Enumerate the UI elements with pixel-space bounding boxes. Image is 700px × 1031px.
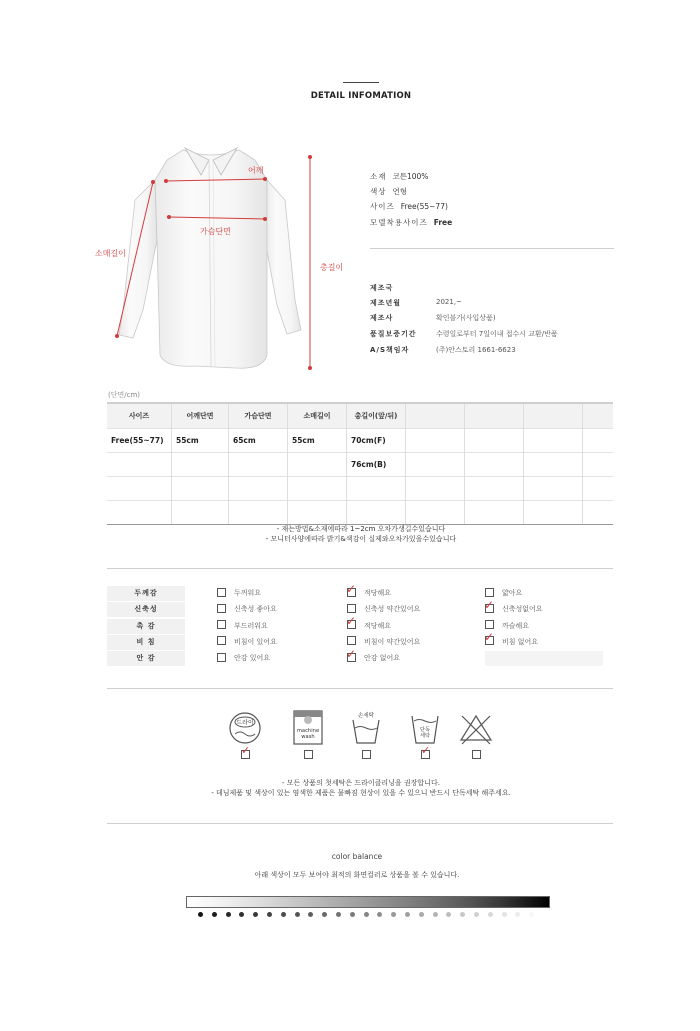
checkbox[interactable] — [217, 620, 226, 629]
checkbox[interactable] — [217, 604, 226, 613]
feature-option[interactable] — [217, 586, 341, 601]
size-table-cell — [524, 453, 583, 477]
feature-option[interactable] — [484, 597, 603, 617]
mfg-country-key: 제조국 — [370, 284, 394, 292]
size-table-row — [107, 453, 613, 477]
spec-divider — [370, 248, 614, 249]
size-header-cell — [524, 403, 583, 429]
feature-label: 안 감 — [107, 651, 185, 666]
wash-note-2: - 데님제품 및 색상이 있는 염색한 제품은 물빠짐 현상이 있을 수 있으니 반드시 단독세탁 해주세요. — [211, 789, 511, 797]
grayscale-dot — [446, 912, 451, 917]
wash-note-1: - 모든 상품의 첫세탁은 드라이클리닝을 권장합니다. — [282, 779, 440, 787]
feature-option[interactable] — [347, 602, 471, 617]
size-table-cell — [107, 477, 172, 501]
size-table — [107, 402, 613, 525]
check-mark-icon: ✓ — [346, 646, 357, 661]
mfg-date-value: 2021,~ — [436, 298, 462, 306]
size-table-cell — [229, 501, 288, 525]
feature-option[interactable] — [217, 602, 341, 617]
hand-wash-checkbox[interactable] — [362, 750, 371, 759]
feature-option[interactable] — [217, 619, 341, 634]
grayscale-dot — [239, 912, 244, 917]
mfg-date-key: 제조년월 — [370, 299, 402, 307]
checkbox[interactable] — [346, 614, 357, 629]
mfg-warranty-value: 수령일로부터 7일이내 접수시 교환/반품 — [436, 330, 558, 338]
grayscale-dots — [198, 912, 548, 917]
grayscale-dot — [281, 912, 286, 917]
size-header-cell — [583, 403, 614, 429]
size-table-header — [107, 403, 613, 429]
size-table-cell — [465, 453, 524, 477]
size-header-cell: 소매길이 — [288, 403, 347, 429]
feature-option[interactable] — [485, 619, 603, 634]
size-table-cell — [583, 429, 614, 453]
grayscale-dot — [212, 912, 217, 917]
grayscale-dot — [267, 912, 272, 917]
hand-wash-icon — [349, 708, 383, 746]
feature-row — [107, 614, 613, 635]
checkbox[interactable] — [346, 581, 357, 597]
svg-text:단독: 단독 — [419, 727, 431, 733]
feature-option[interactable] — [346, 581, 471, 601]
header-rule — [343, 82, 379, 83]
feature-option-label: 적당해요 — [364, 621, 392, 630]
size-table-cell — [288, 453, 347, 477]
check-mark-icon: ✓ — [346, 581, 357, 596]
check-mark-icon: ✓ — [484, 597, 495, 612]
shirt-illustration — [105, 130, 345, 380]
grayscale-dot — [433, 912, 438, 917]
spec-material: 소재 코튼100% — [370, 172, 429, 181]
size-table-cell: 55cm — [288, 429, 347, 453]
size-table-cell — [288, 477, 347, 501]
feature-option-label: 신축성 좋아요 — [234, 605, 277, 614]
size-table-cell — [465, 429, 524, 453]
size-header-cell — [406, 403, 465, 429]
feature-option[interactable] — [484, 630, 603, 650]
feature-option[interactable] — [217, 651, 341, 666]
size-table-cell: 65cm — [229, 429, 288, 453]
color-balance-title: color balance — [331, 852, 383, 861]
feature-label: 두께감 — [107, 586, 185, 601]
size-table-cell — [347, 477, 406, 501]
checkbox[interactable] — [347, 604, 356, 613]
size-table-cell: 76cm(B) — [347, 453, 406, 477]
length-label: 총길이 — [320, 263, 344, 272]
size-table-cell — [583, 501, 614, 525]
checkbox[interactable] — [346, 646, 357, 662]
size-header-cell: 가슴단면 — [229, 403, 288, 429]
svg-text:wash: wash — [301, 734, 315, 740]
grayscale-dot — [488, 912, 493, 917]
size-table-cell: Free(55~77) — [107, 429, 172, 453]
feature-label: 비 침 — [107, 635, 185, 650]
svg-text:드라이: 드라이 — [236, 719, 254, 727]
grayscale-dot — [308, 912, 313, 917]
feature-row — [107, 630, 613, 651]
grayscale-dot — [391, 912, 396, 917]
size-table-cell — [524, 429, 583, 453]
feature-option[interactable] — [347, 635, 471, 650]
grayscale-dot — [253, 912, 258, 917]
feature-option[interactable] — [485, 651, 603, 666]
feature-row — [107, 646, 613, 667]
separate-wash-checkbox[interactable]: ✓ — [421, 744, 431, 757]
grayscale-dot — [419, 912, 424, 917]
size-unit: (단면/cm) — [108, 391, 141, 399]
size-table-row — [107, 429, 613, 453]
feature-row — [107, 597, 613, 618]
mfg-as-key: A/S책임자 — [370, 346, 410, 354]
size-header-cell: 사이즈 — [107, 403, 172, 429]
feature-option-label: 비침이 약간있어요 — [364, 637, 421, 646]
chest-label: 가슴단면 — [200, 227, 231, 236]
spec-color: 색상 연형 — [370, 187, 407, 196]
size-table-cell — [406, 501, 465, 525]
check-mark-icon: ✓ — [346, 614, 357, 629]
size-header-cell — [465, 403, 524, 429]
separate-wash-icon — [408, 708, 442, 746]
size-table-cell — [524, 477, 583, 501]
size-table-cell — [229, 453, 288, 477]
svg-text:손세탁: 손세탁 — [358, 713, 374, 719]
feature-option-label: 신축성 약간있어요 — [364, 605, 421, 614]
mfg-warranty-key: 품질보증기간 — [370, 330, 417, 338]
feature-option-label: 적당해요 — [364, 589, 392, 597]
feature-option[interactable] — [346, 646, 471, 666]
feature-option-label: 얇아요 — [502, 589, 523, 597]
grayscale-dot — [364, 912, 369, 917]
feature-label: 신축성 — [107, 602, 185, 617]
grayscale-dot — [198, 912, 203, 917]
size-table-cell: 70cm(F) — [347, 429, 406, 453]
size-table-cell — [524, 501, 583, 525]
shoulder-label: 어깨 — [248, 166, 264, 175]
no-bleach-checkbox[interactable] — [472, 750, 481, 759]
size-table-cell — [172, 453, 229, 477]
size-table-cell — [288, 501, 347, 525]
svg-text:machine: machine — [296, 728, 320, 734]
feature-option[interactable] — [485, 586, 603, 601]
mfg-maker-value: 확인불가(사입상품) — [436, 314, 496, 322]
size-table-cell — [107, 501, 172, 525]
mfg-maker-key: 제조사 — [370, 314, 394, 322]
check-mark-icon: ✓ — [484, 630, 495, 645]
checkbox[interactable] — [485, 588, 494, 597]
grayscale-dot — [295, 912, 300, 917]
size-table-cell — [406, 429, 465, 453]
grayscale-dot — [322, 912, 327, 917]
checkbox[interactable] — [484, 630, 495, 645]
grayscale-dot — [226, 912, 231, 917]
size-table-cell — [172, 501, 229, 525]
checkbox[interactable] — [485, 620, 494, 629]
size-table-cell — [583, 477, 614, 501]
feature-row — [107, 581, 613, 602]
grayscale-dot — [474, 912, 479, 917]
feature-option[interactable] — [346, 614, 471, 634]
size-table-row — [107, 501, 613, 525]
feature-option-label: 신축성없어요 — [502, 605, 543, 614]
svg-text:세탁: 세탁 — [419, 733, 431, 739]
section-divider — [107, 823, 613, 824]
size-table-cell — [347, 501, 406, 525]
measure-note-1: - 재는방법&소재에따라 1~2cm 오차가생길수있습니다 — [276, 525, 446, 533]
feature-option-label: 까슬해요 — [502, 621, 530, 630]
grayscale-dot — [350, 912, 355, 917]
grayscale-dot — [502, 912, 507, 917]
color-balance-desc: 아래 색상이 모두 보여야 최적의 화면컬러로 상품을 볼 수 있습니다. — [254, 871, 460, 879]
feature-option-label: 두꺼워요 — [234, 589, 262, 597]
size-header-cell: 어깨단면 — [172, 403, 229, 429]
size-table-row — [107, 477, 613, 501]
checkbox[interactable] — [347, 636, 356, 645]
checkbox[interactable] — [217, 636, 226, 645]
checkbox[interactable] — [484, 597, 495, 613]
checkbox[interactable] — [217, 653, 226, 662]
size-table-cell: 55cm — [172, 429, 229, 453]
size-table-cell — [406, 477, 465, 501]
spec-size: 사이즈 Free(55~77) — [370, 202, 448, 211]
no-bleach-icon — [459, 708, 493, 746]
sleeve-label: 소매길이 — [95, 249, 126, 258]
size-table-cell — [229, 477, 288, 501]
machine-wash-icon — [291, 708, 325, 746]
feature-option-label: 안감 있어요 — [234, 654, 271, 663]
grayscale-dot — [405, 912, 410, 917]
size-table-cell — [406, 453, 465, 477]
grayscale-dot — [377, 912, 382, 917]
checkbox[interactable] — [217, 588, 226, 597]
grayscale-dot — [543, 912, 548, 917]
mfg-as-value: (주)안스토리 1661-6623 — [436, 346, 516, 354]
size-table-cell — [465, 501, 524, 525]
feature-option[interactable] — [217, 635, 341, 650]
grayscale-dot — [336, 912, 341, 917]
spec-model-size: 모델착용사이즈 Free — [370, 218, 453, 227]
feature-option-label: 비침 없어요 — [502, 637, 539, 646]
feature-option-label: 안감 없어요 — [364, 654, 401, 663]
size-header-cell: 총길이(앞/뒤) — [347, 403, 406, 429]
dry-clean-checkbox[interactable]: ✓ — [241, 744, 251, 757]
page-title: DETAIL INFOMATION — [310, 91, 412, 101]
size-table-cell — [465, 477, 524, 501]
measure-note-2: - 모니터사양에따라 밝기&색감이 실제와오차가있을수있습니다 — [265, 535, 457, 543]
size-table-cell — [107, 453, 172, 477]
dry-clean-icon — [228, 708, 262, 746]
feature-option-label: 부드러워요 — [234, 621, 268, 630]
grayscale-dot — [460, 912, 465, 917]
size-table-cell — [172, 477, 229, 501]
section-divider — [107, 568, 613, 569]
feature-label: 촉 감 — [107, 619, 185, 634]
grayscale-dot — [515, 912, 520, 917]
section-divider — [107, 688, 613, 689]
grayscale-dot — [529, 912, 534, 917]
feature-option-label: 비침이 있어요 — [234, 637, 277, 646]
grayscale-gradient — [186, 896, 550, 908]
machine-wash-checkbox[interactable] — [304, 750, 313, 759]
size-table-cell — [583, 453, 614, 477]
